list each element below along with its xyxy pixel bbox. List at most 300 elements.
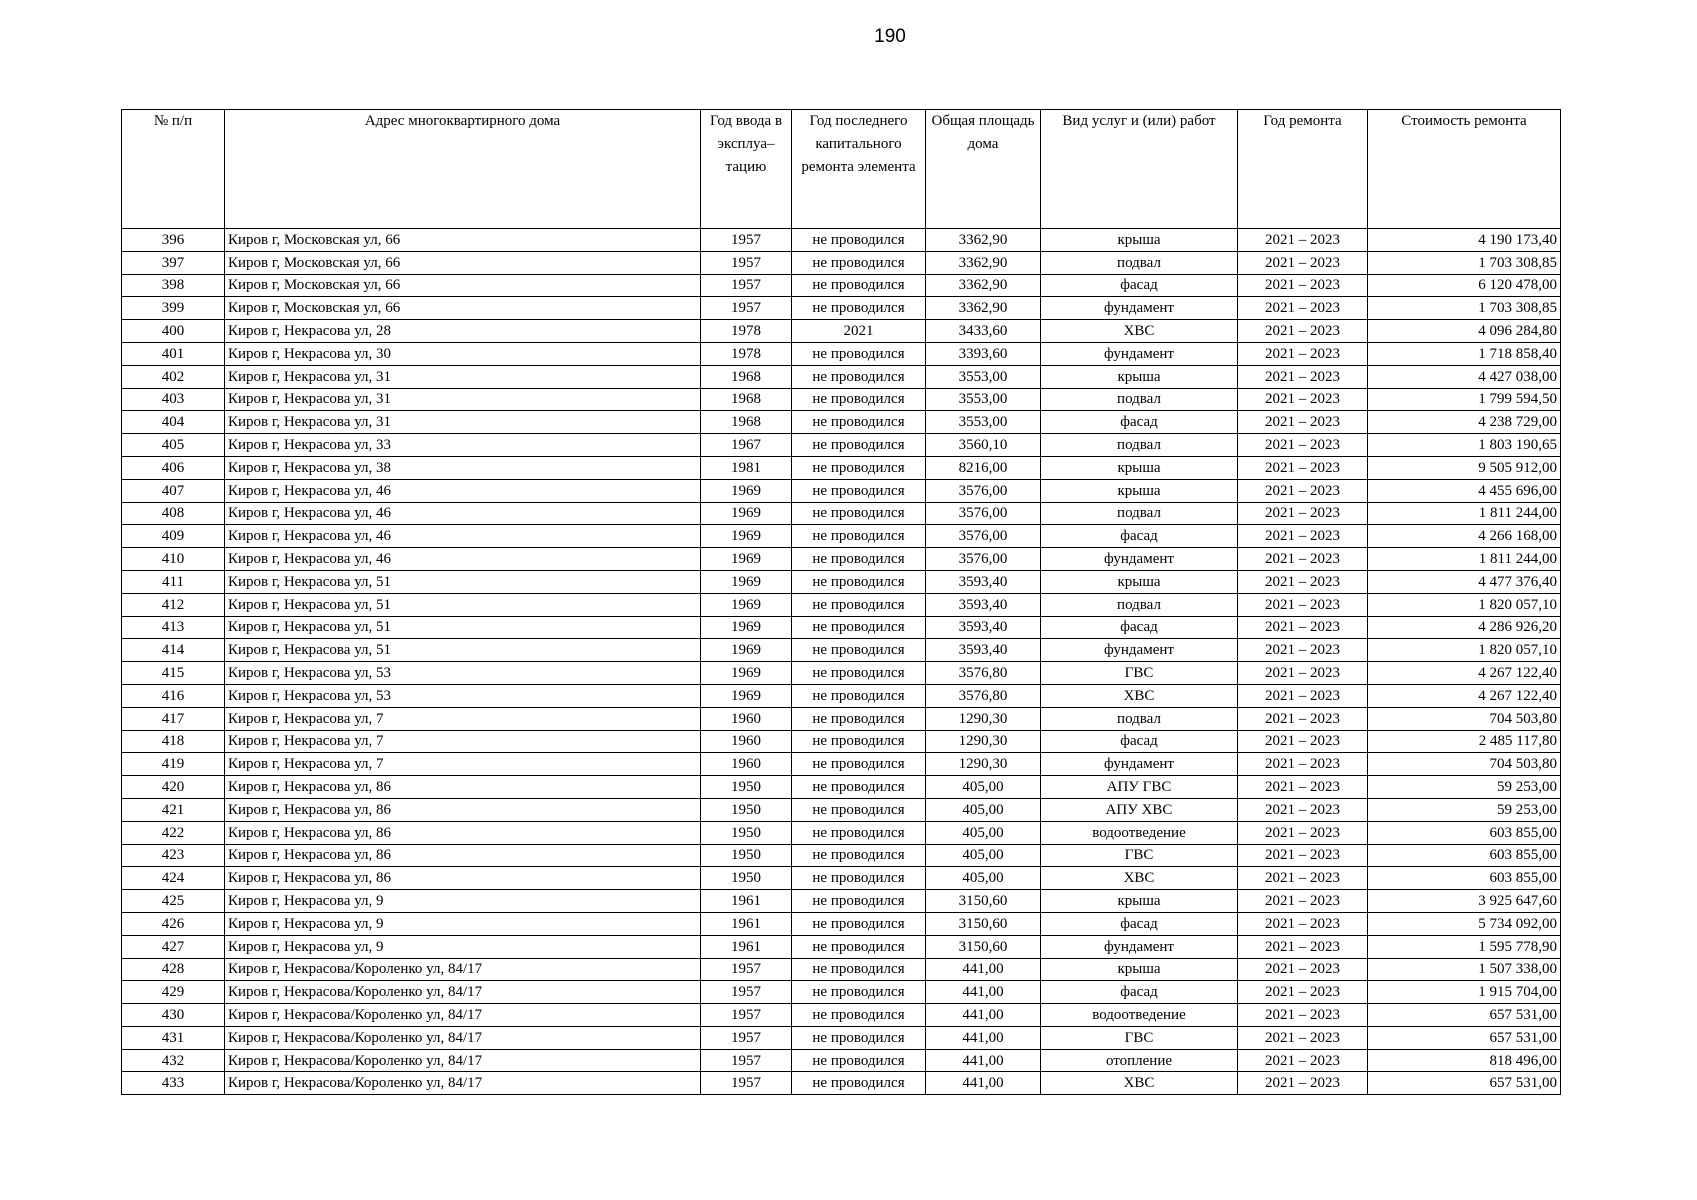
cell-year-commissioned: 1969 <box>701 639 792 662</box>
cell-last-repair-year: не проводился <box>792 1004 926 1027</box>
table-row <box>122 890 1561 913</box>
cell-number: 415 <box>122 662 225 685</box>
cell-repair-cost: 4 455 696,00 <box>1368 479 1561 502</box>
cell-total-area: 441,00 <box>926 1004 1041 1027</box>
cell-year-commissioned: 1978 <box>701 342 792 365</box>
table-row <box>122 821 1561 844</box>
cell-address: Киров г, Некрасова/Короленко ул, 84/17 <box>225 981 701 1004</box>
table-row <box>122 593 1561 616</box>
cell-address: Киров г, Некрасова ул, 31 <box>225 388 701 411</box>
cell-year-commissioned: 1969 <box>701 502 792 525</box>
cell-last-repair-year: не проводился <box>792 434 926 457</box>
cell-number: 409 <box>122 525 225 548</box>
cell-last-repair-year: не проводился <box>792 639 926 662</box>
cell-number: 397 <box>122 251 225 274</box>
cell-address: Киров г, Некрасова ул, 46 <box>225 525 701 548</box>
cell-repair-cost: 603 855,00 <box>1368 821 1561 844</box>
cell-repair-year: 2021 – 2023 <box>1238 1026 1368 1049</box>
cell-work-type: АПУ ГВС <box>1041 776 1238 799</box>
cell-repair-year: 2021 – 2023 <box>1238 753 1368 776</box>
table-row <box>122 502 1561 525</box>
table-row <box>122 297 1561 320</box>
cell-repair-cost: 1 820 057,10 <box>1368 639 1561 662</box>
cell-repair-cost: 1 811 244,00 <box>1368 548 1561 571</box>
cell-number: 403 <box>122 388 225 411</box>
cell-number: 400 <box>122 320 225 343</box>
cell-address: Киров г, Некрасова ул, 86 <box>225 867 701 890</box>
cell-work-type: фасад <box>1041 616 1238 639</box>
cell-work-type: фундамент <box>1041 342 1238 365</box>
cell-repair-cost: 603 855,00 <box>1368 867 1561 890</box>
cell-work-type: ХВС <box>1041 320 1238 343</box>
cell-total-area: 3150,60 <box>926 935 1041 958</box>
cell-work-type: крыша <box>1041 479 1238 502</box>
cell-repair-cost: 59 253,00 <box>1368 776 1561 799</box>
cell-address: Киров г, Московская ул, 66 <box>225 297 701 320</box>
cell-work-type: отопление <box>1041 1049 1238 1072</box>
cell-last-repair-year: не проводился <box>792 548 926 571</box>
cell-work-type: подвал <box>1041 251 1238 274</box>
cell-address: Киров г, Московская ул, 66 <box>225 251 701 274</box>
table-row <box>122 981 1561 1004</box>
cell-work-type: подвал <box>1041 502 1238 525</box>
cell-last-repair-year: не проводился <box>792 753 926 776</box>
cell-number: 408 <box>122 502 225 525</box>
cell-total-area: 3593,40 <box>926 593 1041 616</box>
table-row <box>122 525 1561 548</box>
cell-work-type: водоотведение <box>1041 821 1238 844</box>
cell-work-type: фундамент <box>1041 548 1238 571</box>
cell-total-area: 3576,80 <box>926 684 1041 707</box>
cell-work-type: крыша <box>1041 365 1238 388</box>
table-row <box>122 639 1561 662</box>
table-header-row <box>122 110 1561 229</box>
cell-work-type: подвал <box>1041 434 1238 457</box>
cell-repair-cost: 1 718 858,40 <box>1368 342 1561 365</box>
cell-repair-cost: 1 915 704,00 <box>1368 981 1561 1004</box>
cell-repair-year: 2021 – 2023 <box>1238 570 1368 593</box>
cell-last-repair-year: не проводился <box>792 456 926 479</box>
cell-repair-year: 2021 – 2023 <box>1238 958 1368 981</box>
cell-year-commissioned: 1961 <box>701 935 792 958</box>
cell-total-area: 8216,00 <box>926 456 1041 479</box>
cell-year-commissioned: 1957 <box>701 958 792 981</box>
table-row <box>122 1004 1561 1027</box>
cell-address: Киров г, Некрасова ул, 31 <box>225 365 701 388</box>
table-row <box>122 388 1561 411</box>
cell-year-commissioned: 1957 <box>701 1049 792 1072</box>
cell-repair-year: 2021 – 2023 <box>1238 639 1368 662</box>
cell-year-commissioned: 1969 <box>701 593 792 616</box>
page-number: 190 <box>874 26 906 47</box>
cell-total-area: 3393,60 <box>926 342 1041 365</box>
cell-last-repair-year: не проводился <box>792 274 926 297</box>
cell-last-repair-year: не проводился <box>792 229 926 252</box>
table-row <box>122 776 1561 799</box>
cell-work-type: ГВС <box>1041 1026 1238 1049</box>
cell-total-area: 3593,40 <box>926 570 1041 593</box>
cell-year-commissioned: 1969 <box>701 479 792 502</box>
cell-repair-cost: 1 799 594,50 <box>1368 388 1561 411</box>
table-row <box>122 1026 1561 1049</box>
cell-total-area: 3553,00 <box>926 388 1041 411</box>
table-row <box>122 844 1561 867</box>
cell-number: 421 <box>122 798 225 821</box>
cell-year-commissioned: 1950 <box>701 844 792 867</box>
cell-number: 416 <box>122 684 225 707</box>
cell-total-area: 441,00 <box>926 1026 1041 1049</box>
cell-work-type: фасад <box>1041 912 1238 935</box>
cell-address: Киров г, Некрасова ул, 51 <box>225 639 701 662</box>
cell-total-area: 3576,00 <box>926 525 1041 548</box>
cell-work-type: ГВС <box>1041 844 1238 867</box>
cell-repair-cost: 1 803 190,65 <box>1368 434 1561 457</box>
cell-last-repair-year: не проводился <box>792 981 926 1004</box>
cell-work-type: водоотведение <box>1041 1004 1238 1027</box>
cell-total-area: 1290,30 <box>926 707 1041 730</box>
header-last-repair-year: Год последнего капитального ремонта элемента <box>792 110 926 229</box>
cell-total-area: 3553,00 <box>926 365 1041 388</box>
table-row <box>122 935 1561 958</box>
header-number: № п/п <box>122 110 225 229</box>
cell-work-type: крыша <box>1041 570 1238 593</box>
cell-repair-year: 2021 – 2023 <box>1238 229 1368 252</box>
cell-work-type: АПУ ХВС <box>1041 798 1238 821</box>
cell-year-commissioned: 1969 <box>701 662 792 685</box>
table-row <box>122 684 1561 707</box>
cell-repair-cost: 657 531,00 <box>1368 1072 1561 1095</box>
cell-address: Киров г, Некрасова/Короленко ул, 84/17 <box>225 1026 701 1049</box>
cell-work-type: подвал <box>1041 593 1238 616</box>
cell-number: 423 <box>122 844 225 867</box>
table-row <box>122 662 1561 685</box>
cell-repair-year: 2021 – 2023 <box>1238 593 1368 616</box>
cell-year-commissioned: 1969 <box>701 548 792 571</box>
cell-last-repair-year: не проводился <box>792 479 926 502</box>
cell-number: 431 <box>122 1026 225 1049</box>
header-address: Адрес многоквартирного дома <box>225 110 701 229</box>
cell-repair-year: 2021 – 2023 <box>1238 912 1368 935</box>
cell-year-commissioned: 1968 <box>701 388 792 411</box>
cell-address: Киров г, Некрасова ул, 46 <box>225 479 701 502</box>
cell-last-repair-year: не проводился <box>792 776 926 799</box>
cell-repair-year: 2021 – 2023 <box>1238 935 1368 958</box>
cell-number: 426 <box>122 912 225 935</box>
cell-repair-cost: 704 503,80 <box>1368 753 1561 776</box>
cell-last-repair-year: не проводился <box>792 707 926 730</box>
table-row <box>122 958 1561 981</box>
cell-total-area: 441,00 <box>926 981 1041 1004</box>
cell-repair-year: 2021 – 2023 <box>1238 434 1368 457</box>
cell-last-repair-year: не проводился <box>792 684 926 707</box>
table-row <box>122 274 1561 297</box>
cell-repair-cost: 59 253,00 <box>1368 798 1561 821</box>
cell-address: Киров г, Некрасова ул, 53 <box>225 662 701 685</box>
cell-total-area: 3150,60 <box>926 912 1041 935</box>
cell-last-repair-year: не проводился <box>792 251 926 274</box>
table-row <box>122 320 1561 343</box>
cell-repair-year: 2021 – 2023 <box>1238 662 1368 685</box>
cell-last-repair-year: не проводился <box>792 867 926 890</box>
table-row <box>122 411 1561 434</box>
cell-total-area: 3553,00 <box>926 411 1041 434</box>
cell-repair-year: 2021 – 2023 <box>1238 274 1368 297</box>
cell-total-area: 3362,90 <box>926 251 1041 274</box>
cell-number: 433 <box>122 1072 225 1095</box>
cell-number: 429 <box>122 981 225 1004</box>
cell-address: Киров г, Некрасова ул, 51 <box>225 593 701 616</box>
cell-address: Киров г, Некрасова/Короленко ул, 84/17 <box>225 958 701 981</box>
cell-year-commissioned: 1957 <box>701 1072 792 1095</box>
cell-total-area: 3576,00 <box>926 479 1041 502</box>
cell-work-type: фасад <box>1041 525 1238 548</box>
cell-address: Киров г, Некрасова ул, 86 <box>225 844 701 867</box>
cell-repair-cost: 1 703 308,85 <box>1368 251 1561 274</box>
cell-repair-cost: 1 507 338,00 <box>1368 958 1561 981</box>
cell-address: Киров г, Некрасова ул, 28 <box>225 320 701 343</box>
cell-last-repair-year: не проводился <box>792 570 926 593</box>
cell-number: 430 <box>122 1004 225 1027</box>
cell-repair-year: 2021 – 2023 <box>1238 479 1368 502</box>
cell-repair-year: 2021 – 2023 <box>1238 1049 1368 1072</box>
cell-number: 398 <box>122 274 225 297</box>
cell-work-type: крыша <box>1041 456 1238 479</box>
cell-last-repair-year: не проводился <box>792 844 926 867</box>
cell-total-area: 1290,30 <box>926 753 1041 776</box>
cell-number: 404 <box>122 411 225 434</box>
cell-year-commissioned: 1957 <box>701 1004 792 1027</box>
cell-number: 401 <box>122 342 225 365</box>
cell-last-repair-year: не проводился <box>792 662 926 685</box>
cell-repair-year: 2021 – 2023 <box>1238 821 1368 844</box>
cell-number: 411 <box>122 570 225 593</box>
cell-year-commissioned: 1957 <box>701 274 792 297</box>
cell-number: 414 <box>122 639 225 662</box>
cell-work-type: ГВС <box>1041 662 1238 685</box>
cell-year-commissioned: 1957 <box>701 229 792 252</box>
cell-repair-cost: 4 477 376,40 <box>1368 570 1561 593</box>
table-body <box>122 229 1561 1095</box>
cell-number: 427 <box>122 935 225 958</box>
cell-last-repair-year: не проводился <box>792 798 926 821</box>
cell-year-commissioned: 1960 <box>701 753 792 776</box>
cell-total-area: 441,00 <box>926 1049 1041 1072</box>
cell-repair-cost: 657 531,00 <box>1368 1026 1561 1049</box>
cell-year-commissioned: 1969 <box>701 570 792 593</box>
cell-repair-cost: 1 703 308,85 <box>1368 297 1561 320</box>
cell-repair-year: 2021 – 2023 <box>1238 297 1368 320</box>
cell-total-area: 3362,90 <box>926 274 1041 297</box>
cell-work-type: фундамент <box>1041 935 1238 958</box>
cell-total-area: 1290,30 <box>926 730 1041 753</box>
cell-year-commissioned: 1981 <box>701 456 792 479</box>
cell-work-type: крыша <box>1041 958 1238 981</box>
cell-number: 413 <box>122 616 225 639</box>
cell-last-repair-year: не проводился <box>792 342 926 365</box>
cell-total-area: 3362,90 <box>926 297 1041 320</box>
cell-repair-cost: 3 925 647,60 <box>1368 890 1561 913</box>
cell-repair-cost: 1 820 057,10 <box>1368 593 1561 616</box>
cell-repair-cost: 5 734 092,00 <box>1368 912 1561 935</box>
cell-year-commissioned: 1950 <box>701 798 792 821</box>
cell-year-commissioned: 1950 <box>701 821 792 844</box>
table-row <box>122 456 1561 479</box>
cell-address: Киров г, Некрасова ул, 51 <box>225 616 701 639</box>
cell-repair-year: 2021 – 2023 <box>1238 502 1368 525</box>
cell-year-commissioned: 1957 <box>701 251 792 274</box>
table-row <box>122 707 1561 730</box>
table-row <box>122 730 1561 753</box>
cell-work-type: подвал <box>1041 707 1238 730</box>
cell-last-repair-year: не проводился <box>792 912 926 935</box>
cell-repair-cost: 9 505 912,00 <box>1368 456 1561 479</box>
cell-repair-year: 2021 – 2023 <box>1238 616 1368 639</box>
cell-repair-year: 2021 – 2023 <box>1238 388 1368 411</box>
cell-total-area: 3576,00 <box>926 548 1041 571</box>
cell-total-area: 405,00 <box>926 776 1041 799</box>
cell-last-repair-year: не проводился <box>792 593 926 616</box>
cell-repair-cost: 4 427 038,00 <box>1368 365 1561 388</box>
cell-repair-cost: 4 190 173,40 <box>1368 229 1561 252</box>
cell-work-type: ХВС <box>1041 1072 1238 1095</box>
cell-address: Киров г, Некрасова ул, 86 <box>225 821 701 844</box>
cell-address: Киров г, Некрасова/Короленко ул, 84/17 <box>225 1072 701 1095</box>
table-row <box>122 548 1561 571</box>
cell-address: Киров г, Некрасова ул, 46 <box>225 502 701 525</box>
cell-work-type: фасад <box>1041 274 1238 297</box>
cell-year-commissioned: 1950 <box>701 776 792 799</box>
cell-repair-year: 2021 – 2023 <box>1238 730 1368 753</box>
table-row <box>122 570 1561 593</box>
cell-total-area: 3593,40 <box>926 616 1041 639</box>
cell-repair-year: 2021 – 2023 <box>1238 684 1368 707</box>
table-row <box>122 479 1561 502</box>
cell-address: Киров г, Московская ул, 66 <box>225 229 701 252</box>
cell-repair-year: 2021 – 2023 <box>1238 707 1368 730</box>
header-total-area: Общая площадь дома <box>926 110 1041 229</box>
cell-address: Киров г, Некрасова ул, 51 <box>225 570 701 593</box>
cell-repair-year: 2021 – 2023 <box>1238 411 1368 434</box>
cell-total-area: 3150,60 <box>926 890 1041 913</box>
cell-repair-year: 2021 – 2023 <box>1238 1004 1368 1027</box>
cell-repair-year: 2021 – 2023 <box>1238 342 1368 365</box>
cell-repair-cost: 4 267 122,40 <box>1368 684 1561 707</box>
cell-address: Киров г, Некрасова ул, 38 <box>225 456 701 479</box>
cell-repair-year: 2021 – 2023 <box>1238 320 1368 343</box>
cell-repair-year: 2021 – 2023 <box>1238 251 1368 274</box>
cell-number: 420 <box>122 776 225 799</box>
cell-total-area: 405,00 <box>926 867 1041 890</box>
cell-last-repair-year: не проводился <box>792 525 926 548</box>
cell-repair-cost: 4 286 926,20 <box>1368 616 1561 639</box>
cell-address: Киров г, Некрасова ул, 7 <box>225 753 701 776</box>
cell-last-repair-year: не проводился <box>792 958 926 981</box>
cell-last-repair-year: не проводился <box>792 1026 926 1049</box>
cell-repair-cost: 4 266 168,00 <box>1368 525 1561 548</box>
cell-total-area: 3576,80 <box>926 662 1041 685</box>
cell-address: Киров г, Некрасова ул, 33 <box>225 434 701 457</box>
cell-last-repair-year: не проводился <box>792 890 926 913</box>
cell-last-repair-year: не проводился <box>792 502 926 525</box>
cell-work-type: фасад <box>1041 981 1238 1004</box>
cell-work-type: ХВС <box>1041 867 1238 890</box>
cell-repair-year: 2021 – 2023 <box>1238 456 1368 479</box>
cell-repair-year: 2021 – 2023 <box>1238 981 1368 1004</box>
cell-last-repair-year: не проводился <box>792 616 926 639</box>
cell-last-repair-year: не проводился <box>792 730 926 753</box>
header-year-commissioned: Год ввода в эксплуа– тацию <box>701 110 792 229</box>
cell-total-area: 405,00 <box>926 844 1041 867</box>
cell-repair-year: 2021 – 2023 <box>1238 844 1368 867</box>
cell-number: 424 <box>122 867 225 890</box>
header-work-type: Вид услуг и (или) работ <box>1041 110 1238 229</box>
cell-total-area: 405,00 <box>926 798 1041 821</box>
header-repair-year: Год ремонта <box>1238 110 1368 229</box>
cell-repair-cost: 6 120 478,00 <box>1368 274 1561 297</box>
cell-last-repair-year: не проводился <box>792 1049 926 1072</box>
header-repair-cost: Стоимость ремонта <box>1368 110 1561 229</box>
cell-last-repair-year: не проводился <box>792 411 926 434</box>
cell-number: 410 <box>122 548 225 571</box>
cell-year-commissioned: 1961 <box>701 912 792 935</box>
table-row <box>122 1072 1561 1095</box>
cell-last-repair-year: не проводился <box>792 297 926 320</box>
cell-address: Киров г, Некрасова ул, 30 <box>225 342 701 365</box>
cell-address: Киров г, Некрасова ул, 46 <box>225 548 701 571</box>
cell-number: 412 <box>122 593 225 616</box>
cell-total-area: 3362,90 <box>926 229 1041 252</box>
cell-repair-cost: 1 811 244,00 <box>1368 502 1561 525</box>
cell-work-type: фундамент <box>1041 753 1238 776</box>
cell-repair-cost: 4 267 122,40 <box>1368 662 1561 685</box>
cell-repair-year: 2021 – 2023 <box>1238 776 1368 799</box>
cell-number: 407 <box>122 479 225 502</box>
table-row <box>122 1049 1561 1072</box>
cell-year-commissioned: 1969 <box>701 616 792 639</box>
cell-work-type: ХВС <box>1041 684 1238 707</box>
cell-repair-year: 2021 – 2023 <box>1238 867 1368 890</box>
cell-year-commissioned: 1957 <box>701 297 792 320</box>
cell-total-area: 3576,00 <box>926 502 1041 525</box>
cell-address: Киров г, Некрасова ул, 31 <box>225 411 701 434</box>
cell-year-commissioned: 1967 <box>701 434 792 457</box>
cell-number: 428 <box>122 958 225 981</box>
cell-number: 399 <box>122 297 225 320</box>
cell-address: Киров г, Некрасова ул, 9 <box>225 912 701 935</box>
cell-year-commissioned: 1978 <box>701 320 792 343</box>
cell-year-commissioned: 1969 <box>701 684 792 707</box>
cell-repair-cost: 1 595 778,90 <box>1368 935 1561 958</box>
cell-year-commissioned: 1957 <box>701 981 792 1004</box>
cell-total-area: 3593,40 <box>926 639 1041 662</box>
cell-address: Киров г, Некрасова/Короленко ул, 84/17 <box>225 1049 701 1072</box>
cell-number: 432 <box>122 1049 225 1072</box>
table-row <box>122 616 1561 639</box>
cell-total-area: 3433,60 <box>926 320 1041 343</box>
cell-number: 419 <box>122 753 225 776</box>
cell-last-repair-year: не проводился <box>792 821 926 844</box>
table-row <box>122 798 1561 821</box>
cell-repair-cost: 603 855,00 <box>1368 844 1561 867</box>
cell-number: 417 <box>122 707 225 730</box>
cell-repair-year: 2021 – 2023 <box>1238 525 1368 548</box>
cell-last-repair-year: не проводился <box>792 388 926 411</box>
cell-number: 405 <box>122 434 225 457</box>
cell-year-commissioned: 1957 <box>701 1026 792 1049</box>
cell-address: Киров г, Некрасова ул, 9 <box>225 890 701 913</box>
cell-year-commissioned: 1950 <box>701 867 792 890</box>
table-row <box>122 912 1561 935</box>
